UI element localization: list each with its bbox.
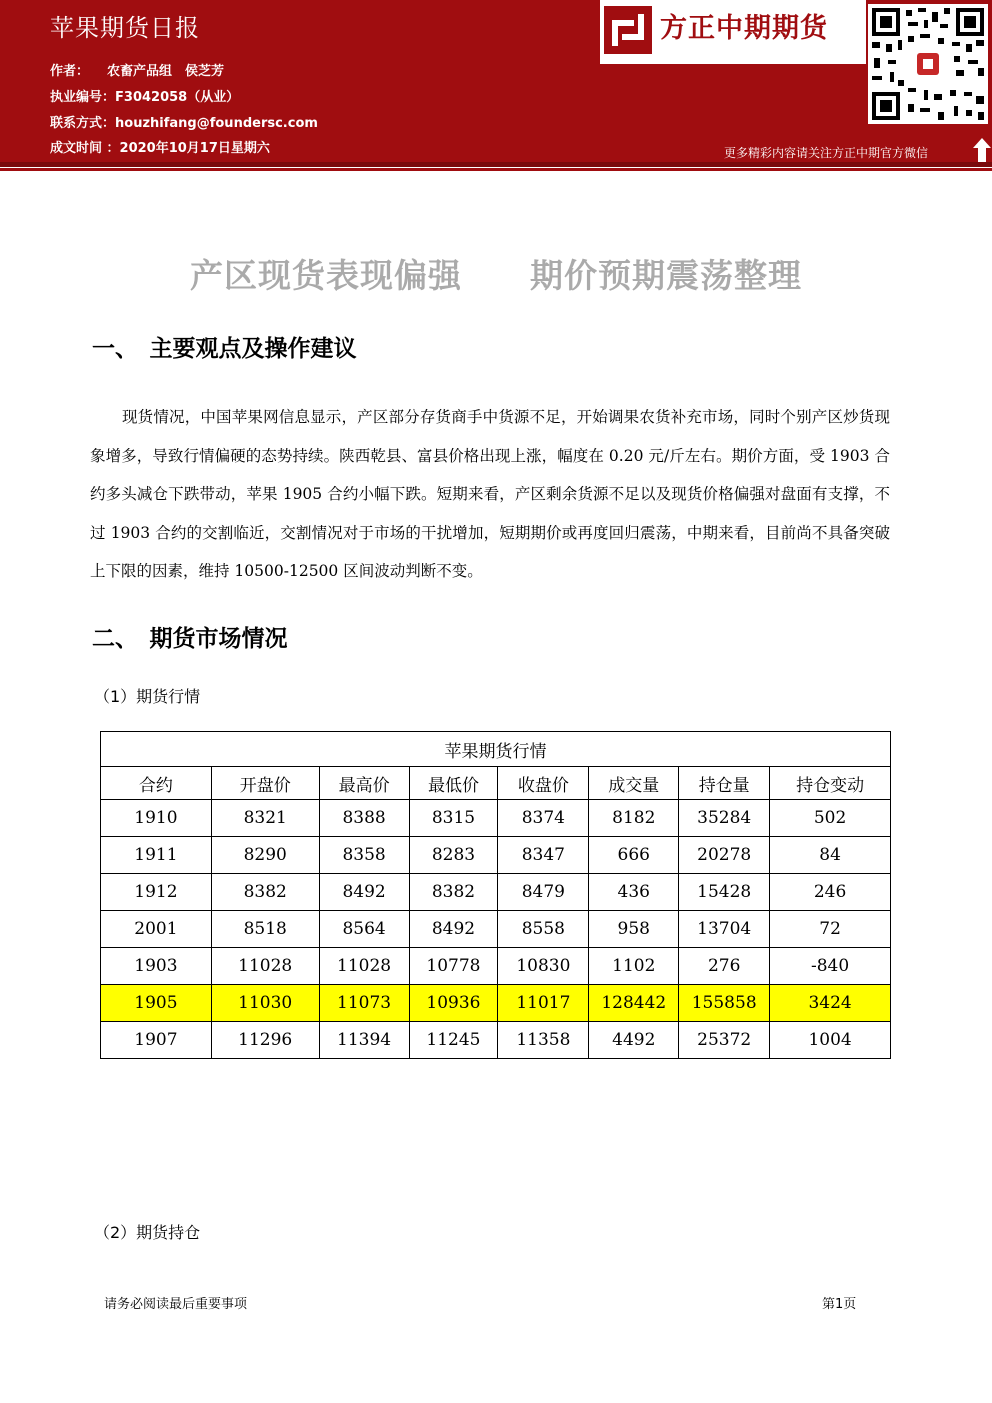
table-row bbox=[101, 1022, 891, 1059]
table-cell: 13704 bbox=[679, 911, 770, 948]
founder-logo-icon bbox=[604, 6, 652, 54]
summary-paragraph: 现货情况，中国苹果网信息显示，产区部分存货商手中货源不足，开始调果农货补充市场，同时个别产区炒货现象增多，导致行情偏硬的态势持续。陕西乾县、富县价格出现上涨，幅度在 0.20 元/斤左右。期价方面，受 1903 合约多头减仓下跌带动，苹果 1905 合约小幅下跌。短期来看，产区剩余货源不足以及现货价格偏强对盘面有支撑，不过 1903 合约的交割临近，交割情况对于市场的干扰增加，短期期价或再度回归震荡，中期来看，目前尚不具备突破上下限的因素，维持 10500-12500 区间波动判断不变。 bbox=[90, 408, 890, 580]
table-cell: 1004 bbox=[770, 1022, 891, 1059]
table-cell: 1910 bbox=[101, 800, 212, 837]
contact-email[interactable]: houzhifang@foundersc.com bbox=[115, 116, 318, 131]
table-cell: 72 bbox=[770, 911, 891, 948]
license-value: F3042058（从业） bbox=[115, 90, 240, 105]
column-header: 开盘价 bbox=[211, 767, 319, 800]
table-title: 苹果期货行情 bbox=[101, 732, 891, 767]
report-series-title: 苹果期货日报 bbox=[50, 14, 200, 42]
table-cell: 128442 bbox=[589, 985, 679, 1022]
subheading-futures-positions: （2）期货持仓 bbox=[94, 1223, 201, 1242]
table-cell: 1905 bbox=[101, 985, 212, 1022]
table-cell: 436 bbox=[589, 874, 679, 911]
column-header: 持仓变动 bbox=[770, 767, 891, 800]
table-title-row bbox=[101, 732, 891, 767]
table-cell: -840 bbox=[770, 948, 891, 985]
table-header-row bbox=[101, 767, 891, 800]
table-cell: 11296 bbox=[211, 1022, 319, 1059]
table-cell: 11073 bbox=[319, 985, 409, 1022]
table-row bbox=[101, 911, 891, 948]
table-cell: 2001 bbox=[101, 911, 212, 948]
subheading-futures-quotes: （1）期货行情 bbox=[94, 687, 201, 706]
footer-disclaimer-note: 请务必阅读最后重要事项 bbox=[104, 1297, 248, 1312]
table-cell: 246 bbox=[770, 874, 891, 911]
table-cell: 11358 bbox=[498, 1022, 589, 1059]
table-cell: 8388 bbox=[319, 800, 409, 837]
table-cell: 4492 bbox=[589, 1022, 679, 1059]
table-cell: 8382 bbox=[211, 874, 319, 911]
author-line bbox=[50, 60, 224, 79]
table-cell: 3424 bbox=[770, 985, 891, 1022]
table-cell: 25372 bbox=[679, 1022, 770, 1059]
header-divider-thin bbox=[0, 168, 992, 171]
table-cell: 8492 bbox=[319, 874, 409, 911]
section-heading-market: 二、 期货市场情况 bbox=[92, 626, 288, 652]
table-cell: 1102 bbox=[589, 948, 679, 985]
license-label: 执业编号： bbox=[50, 90, 116, 105]
table-row bbox=[101, 800, 891, 837]
author-value: 农畜产品组 侯芝芳 bbox=[107, 64, 225, 79]
contact-line bbox=[50, 112, 318, 131]
table-cell: 276 bbox=[679, 948, 770, 985]
header-divider bbox=[0, 162, 992, 167]
contact-label: 联系方式： bbox=[50, 116, 116, 131]
up-arrow-icon bbox=[972, 136, 992, 162]
table-row bbox=[101, 874, 891, 911]
date-line bbox=[50, 137, 270, 156]
table-cell: 8518 bbox=[211, 911, 319, 948]
table-cell: 1912 bbox=[101, 874, 212, 911]
author-label: 作者： bbox=[50, 64, 90, 79]
table-cell: 8182 bbox=[589, 800, 679, 837]
license-line bbox=[50, 86, 239, 105]
table-row bbox=[101, 948, 891, 985]
table-cell: 10830 bbox=[498, 948, 589, 985]
table-cell: 8321 bbox=[211, 800, 319, 837]
column-header: 收盘价 bbox=[498, 767, 589, 800]
table-cell: 11030 bbox=[211, 985, 319, 1022]
table-cell: 8358 bbox=[319, 837, 409, 874]
column-header: 成交量 bbox=[589, 767, 679, 800]
column-header: 最高价 bbox=[319, 767, 409, 800]
table-cell: 84 bbox=[770, 837, 891, 874]
wechat-qr-code-icon[interactable] bbox=[868, 4, 988, 124]
table-cell: 35284 bbox=[679, 800, 770, 837]
table-row bbox=[101, 837, 891, 874]
table-cell: 502 bbox=[770, 800, 891, 837]
page-number: 第1页 bbox=[822, 1297, 857, 1312]
table-cell: 8382 bbox=[409, 874, 498, 911]
table-cell: 1907 bbox=[101, 1022, 212, 1059]
futures-quote-table bbox=[100, 731, 891, 1059]
date-label: 成文时间 ： bbox=[50, 141, 120, 156]
table-cell: 8479 bbox=[498, 874, 589, 911]
table-cell: 11017 bbox=[498, 985, 589, 1022]
date-value: 2020年10月17日星期六 bbox=[119, 141, 270, 156]
company-name-cn: 方正中期期货 bbox=[660, 13, 828, 44]
table-cell: 8315 bbox=[409, 800, 498, 837]
table-cell: 11394 bbox=[319, 1022, 409, 1059]
table-cell: 8492 bbox=[409, 911, 498, 948]
table-cell: 8347 bbox=[498, 837, 589, 874]
table-cell: 958 bbox=[589, 911, 679, 948]
column-header: 合约 bbox=[101, 767, 212, 800]
table-cell: 155858 bbox=[679, 985, 770, 1022]
table-cell: 20278 bbox=[679, 837, 770, 874]
section-heading-views: 一、 主要观点及操作建议 bbox=[92, 336, 357, 362]
table-cell: 1911 bbox=[101, 837, 212, 874]
table-cell: 666 bbox=[589, 837, 679, 874]
table-cell: 10778 bbox=[409, 948, 498, 985]
company-name-en: FOUNDER CIFCO FUTURES bbox=[661, 40, 848, 54]
table-row-highlighted bbox=[101, 985, 891, 1022]
table-cell: 11028 bbox=[211, 948, 319, 985]
table-cell: 1903 bbox=[101, 948, 212, 985]
table-cell: 10936 bbox=[409, 985, 498, 1022]
column-header: 最低价 bbox=[409, 767, 498, 800]
wechat-follow-slogan: 更多精彩内容请关注方正中期官方微信 bbox=[724, 146, 929, 160]
table-cell: 8374 bbox=[498, 800, 589, 837]
table-cell: 8283 bbox=[409, 837, 498, 874]
column-header: 持仓量 bbox=[679, 767, 770, 800]
table-cell: 8290 bbox=[211, 837, 319, 874]
table-cell: 8558 bbox=[498, 911, 589, 948]
table-cell: 11245 bbox=[409, 1022, 498, 1059]
table-cell: 11028 bbox=[319, 948, 409, 985]
document-title: 产区现货表现偏强 期价预期震荡整理 bbox=[190, 256, 802, 295]
table-cell: 15428 bbox=[679, 874, 770, 911]
table-cell: 8564 bbox=[319, 911, 409, 948]
